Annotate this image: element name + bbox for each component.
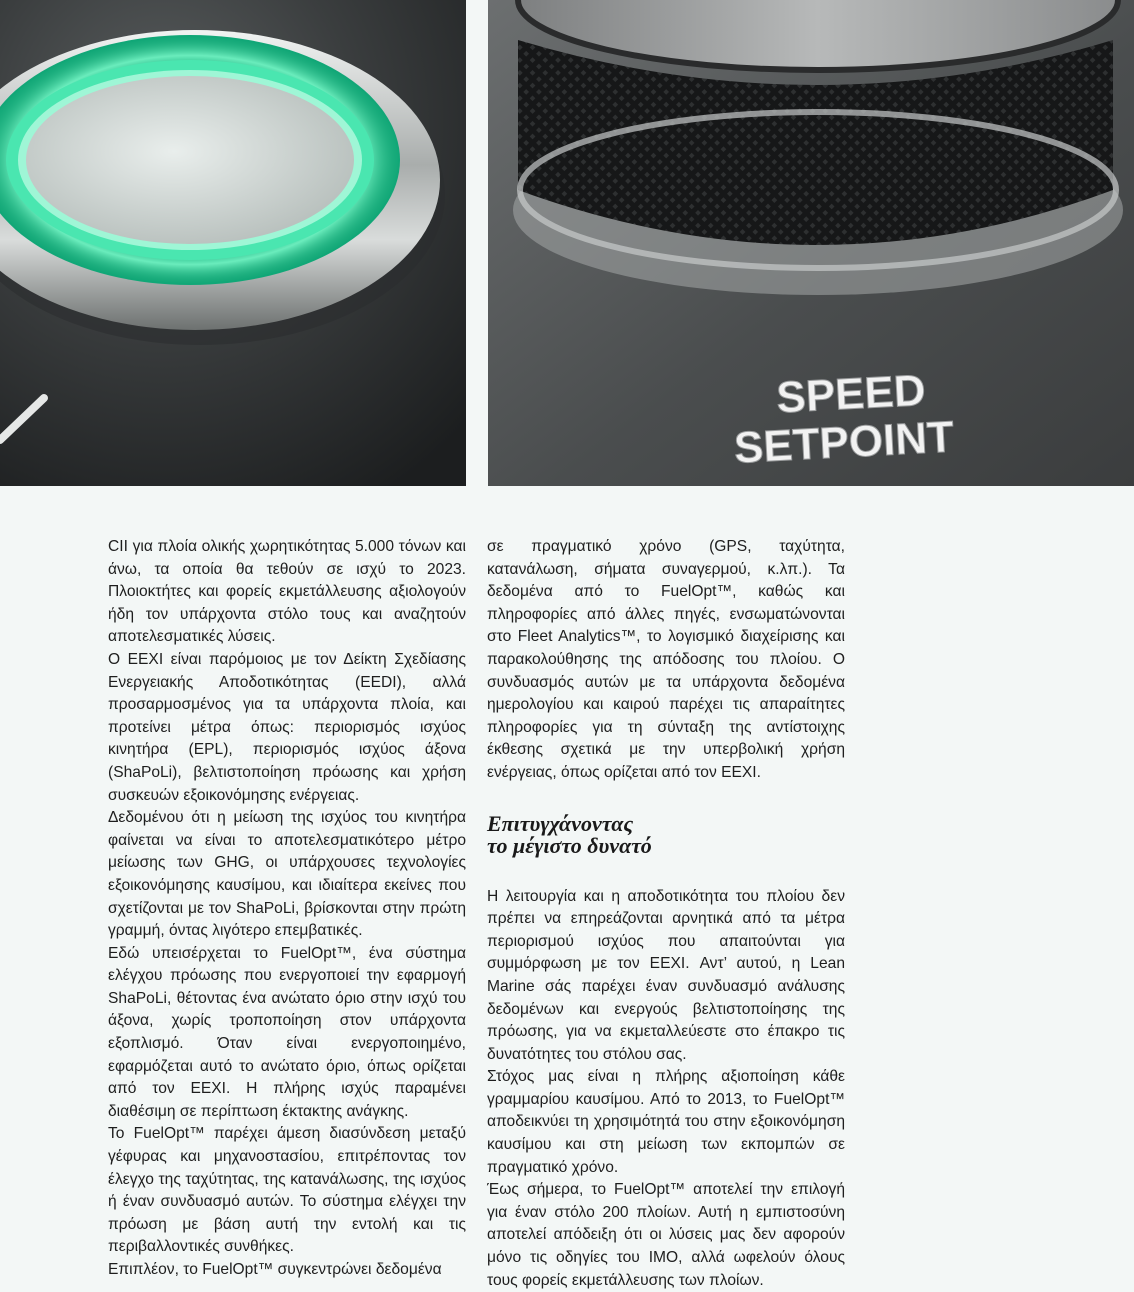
embossed-label-speed: SPEED: [775, 365, 927, 423]
section-heading-line2: το μέγιστο δυνατό: [487, 832, 652, 858]
photo-green-button: [0, 0, 466, 486]
embossed-label-setpoint: SETPOINT: [732, 412, 956, 473]
article-paragraph: Έως σήμερα, το FuelOpt™ αποτελεί την επιλογή για έναν στόλο 200 πλοίων. Αυτή η εμπιστοσύνη αποτελεί απόδειξη ότι οι λύσεις μας δεν αφορούν μόνο τις οδηγίες του IMO, αλλά ωφελούν όλους τους φορείς εκμετάλλευσης των πλοίων.: [487, 1181, 845, 1289]
article-paragraph: Επιπλέον, το FuelOpt™ συγκεντρώνει δεδομένα: [108, 1261, 442, 1278]
article-column-right: [487, 536, 845, 1292]
article-paragraph: Ο EEXI είναι παρόμοιος με τον Δείκτη Σχεδίασης Ενεργειακής Αποδοτικότητας (EEDI), αλλά προσαρμοσμένος για τα υπάρχοντα πλοία, και προτείνει μέτρα όπως: περιορισμός ισχύος κινητήρα (EPL), περιορισμός ισχύος άξονα (ShaPoLi), βελτιστοποίηση πρόωσης και χρήση συσκευών εξοικονόμησης ενέργειας.: [108, 650, 466, 804]
speed-knob-icon: [488, 0, 1134, 486]
green-ring-button-icon: [0, 0, 466, 486]
article-paragraph: Δεδομένου ότι η μείωση της ισχύος του κινητήρα φαίνεται να είναι το αποτελεσματικότερο μέτρο μείωσης των GHG, οι υπάρχουσες τεχνολογίες εξοικονόμησης καυσίμου, και ιδιαίτερα εκείνες που σχετίζονται με τον ShaPoLi, βρίσκονται στην πρώτη γραμμή, όντας λιγότερο επεμβατικές.: [108, 809, 466, 940]
article-paragraph: CII για πλοία ολικής χωρητικότητας 5.000 τόνων και άνω, τα οποία θα τεθούν σε ισχύ το 2023. Πλοιοκτήτες και φορείς εκμετάλλευσης αξιολογούν ήδη τον υπάρχοντα στόλο τους και αναζητούν αποτελεσματικές λύσεις.: [108, 538, 466, 646]
article-column-left: [108, 536, 466, 1282]
section-heading: [487, 810, 845, 858]
article-paragraph: Στόχος μας είναι η πλήρης αξιοποίηση κάθε γραμμαρίου καυσίμου. Από το 2013, το FuelOpt™ αποδεικνύει τη χρησιμότητά του στην εξοικονόμηση καυσίμου και στη μείωση των εκπομπών σε πραγματικό χρόνο.: [487, 1068, 845, 1176]
photo-speed-knob: [488, 0, 1134, 486]
article-paragraph: Το FuelOpt™ παρέχει άμεση διασύνδεση μεταξύ γέφυρας και μηχανοστασίου, επιτρέποντας τον έλεγχο της ταχύτητας, της κατανάλωσης, της ισχύος ή έναν συνδυασμό αυτών. Το σύστημα ελέγχει την πρόωση με βάση αυτή την εντολή και τις περιβαλλοντικές συνθήκες.: [108, 1125, 466, 1256]
article-paragraph: Η λειτουργία και η αποδοτικότητα του πλοίου δεν πρέπει να επηρεάζονται αρνητικά από τα μέτρα περιορισμού ισχύος που απαιτούνται για συμμόρφωση με τον EEXI. Αντ’ αυτού, η Lean Marine σάς παρέχει έναν συνδυασμό ανάλυσης δεδομένων και ενεργούς βελτιστοποίησης της πρόωσης, για να εκμεταλλεύεστε στο έπακρο τις δυνατότητες του στόλου σας.: [487, 887, 845, 1063]
article-paragraph: σε πραγματικό χρόνο (GPS, ταχύτητα, κατανάλωση, σήματα συναγερμού, κ.λπ.). Τα δεδομένα από το FuelOpt™, καθώς και πληροφορίες από άλλες πηγές, ενσωματώνονται στο Fleet Analytics™, το λογισμικό διαχείρισης και παρακολούθησης της απόδοσης του πλοίου. Ο συνδυασμός αυτών με τα υπάρχοντα δεδομένα ημερολογίου και καιρού παρέχει τις απαραίτητες πληροφορίες για τη σύνταξη της αντίστοιχης έκθεσης σχετικά με την υπερβολική χρήση ενέργειας, όπως ορίζεται από τον EEXI.: [487, 538, 845, 781]
article-paragraph: Εδώ υπεισέρχεται το FuelOpt™, ένα σύστημα ελέγχου πρόωσης που ενεργοποιεί την εφαρμογή ShaPoLi, θέτοντας ένα ανώτατο όριο στην ισχύ του άξονα, χωρίς τροποποίηση στον υπάρχοντα εξοπλισμό. Όταν είναι ενεργοποιημένο, εφαρμόζεται αυτό το ανώτατο όριο, όπως ορίζεται από τον EEXI. Η πλήρης ισχύς παραμένει διαθέσιμη σε περίπτωση έκτακτης ανάγκης.: [108, 944, 466, 1120]
section-heading-line1: Επιτυγχάνοντας: [487, 810, 634, 836]
